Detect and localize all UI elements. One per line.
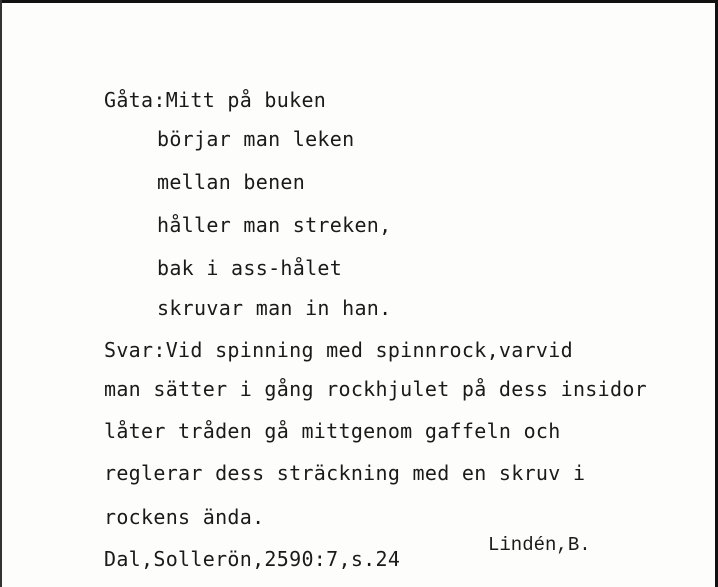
answer-line-5: rockens ända. xyxy=(104,505,265,529)
riddle-line-2: börjar man leken xyxy=(157,127,355,151)
riddle-line-5: bak i ass-hålet xyxy=(157,256,343,280)
answer-line-4: reglerar dess sträckning med en skruv i xyxy=(104,461,586,485)
riddle-line-6: skruvar man in han. xyxy=(157,296,392,320)
card-top-edge xyxy=(0,0,718,3)
riddle-line-1: Gåta:Mitt på buken xyxy=(104,88,327,112)
card-left-edge xyxy=(0,0,2,587)
answer-line-2: man sätter i gång rockhjulet på dess insidor xyxy=(104,377,648,401)
answer-line-1: Svar:Vid spinning med spinnrock,varvid xyxy=(104,338,573,362)
answer-line-3: låter tråden gå mittgenom gaffeln och xyxy=(104,419,561,443)
riddle-line-4: håller man streken, xyxy=(157,213,392,237)
riddle-line-3: mellan benen xyxy=(157,170,306,194)
author-signature: Lindén,B. xyxy=(488,534,591,556)
location-reference: Dal,Sollerön,2590:7,s.24 xyxy=(104,547,401,571)
